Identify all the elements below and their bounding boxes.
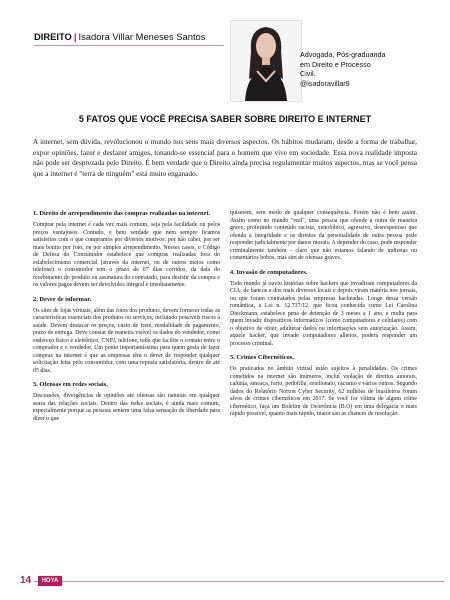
section-3-heading: 3. Ofensas em redes sociais. <box>33 381 108 388</box>
section-5-body: Os praticados no âmbito virtual estão sujeitos à penalidades. Os crimes cometidos na internet são inúmeros, incluí violação de direitos autorais, calúnia, ameaça, furto, pedofilia, estelionato, racismo e vários outros. Segundo dados do Relatório Norton Cyber Security, 62 milhões de brasileiros foram alvos de crimes cibernéticos em 2017. Se você for vítima de algum crime cibernético, faça um Boletim de Ocorrência (B.O) em uma delegacia o mais rápido possível, quanto mais rápido, maior são as chances de resolução. <box>230 366 417 417</box>
author-portrait-image <box>231 21 301 101</box>
section-4-body: Todo mundo já ouviu histórias sobre hackers que invadiram computadores da CIA, de bancos e dos mais diversos locais e depois viram matéria nos jornais, ou que foram contratados pelas empresas hackeadas. Longe dessa versão romântica, a Lei n. 12.737/12, que ficou conhecida como Lei Carolina Dieckmann, estabelece pena de detenção de 3 meses a 1 ano, e multa para quem invadir dispositivos informáticos (como computadores e celulares) com o objetivo de obter, adulterar dados ou informações sem autorização. Assim, aquele hacker, que invade computadores alheios, poderá responder um processo criminal. <box>230 280 417 347</box>
author-photo <box>230 20 302 102</box>
author-name: Isadora Villar Meneses Santos <box>78 31 206 42</box>
section-4-heading: 4. Invasão de computadores. <box>230 268 308 276</box>
header-separator: | <box>73 31 77 42</box>
article-intro: A internet, sem dúvida, revolucionou o mundo nos seus mais diversos aspectos. Os hábitos mudaram, desde a forma de trabalhar, expor opiniões, fazer e desfazer amigos, tonando-se essencial para o homem que vive em sociedade. Essa nova realidade imposta não pode ser desprezada pelo Direito. É bem verdade que o Direito ainda precisa regulamentar muitos aspectos, mas se você pensa que a internet é "terra de ninguém" está muito enganado. <box>33 138 417 178</box>
section-label: DIREITO <box>34 31 72 42</box>
left-column <box>33 210 220 429</box>
section-1-body: Comprar pela internet é cada vez mais comum, seja pela facilidade ou pelos preços vantajosos. Contudo, é bem verdade que nem sempre ficamos satisfeitos com o que compramos por diversos motivos: por não caber, por ser mais bonito por foto, ou por simples arrependimento. Nesses casos, o Código de Defesa do Consumidor estabelece que compras realizadas fora do estabelecimento comercial (através da internet, ou de outros meios como telefone) o consumidor tem o prazo de 07 dias corridos, da data do recebimento do produto ou assinatura do contratado, para desistir da compra e os valores pagos devem ser devolvidos integral e imediatamente. <box>33 222 220 288</box>
section-2-heading: 2. Dever de informar. <box>33 295 92 303</box>
author-title-line-2: em Direito e Processo <box>300 59 371 69</box>
section-header <box>34 31 205 42</box>
author-title-line-1: Advogada, Pós-graduanda <box>300 50 386 59</box>
author-handle: @isadoravillar9 <box>300 78 350 88</box>
section-2-body: Os sites de lojas virtuais, além das fotos dos produtos, devem fornecer todas as características essenciais dos produtos ou serviços, incluindo possíveis riscos à saúde. Devem destacar os preços, custo de frete, modalidade de pagamento, prazo de entrega. Deve constar de maneira visível os dados do vendedor, como endereço físico e eletrônico, CNPJ, telefone, tudo que facilite o contato entre o comprador e o vendedor. Um ponto importantíssimo para quem gosta de fazer compras na internet é que as empresas têm o dever de responder qualquer solicitação feita pelo consumidor, com uma reposta satisfatória, dentro de até 05 dias. <box>33 307 220 374</box>
footer-rule <box>34 581 444 582</box>
header-rule <box>34 45 224 46</box>
author-credentials <box>300 50 410 88</box>
author-title-line-3: Civil. <box>300 69 316 78</box>
article-title: 5 FATOS QUE VOCÊ PRECISA SABER SOBRE DIREITO E INTERNET <box>78 114 372 124</box>
page-number: 14 <box>20 575 32 586</box>
section-3-body: Discussões, divergências de opiniões até ofensas são naturais em qualquer seara das relações sociais. Dentro das redes sociais, é ainda mais comum, especialmente porque as pessoas sentem uma falsa sensação de liberdade para dizer o que <box>33 393 220 422</box>
section-5-heading: 5. Crimes Cibernéticos. <box>230 354 294 361</box>
section-3-continuation: quiserem, sem medo de qualquer consequência. Porém não é bem assim. Assim como no mundo "real", uma pessoa que ofende a outra de maneira grave, proferindo conteúdo racista, xenofóbico, agressivo, desrespeitoso que ofenda a integridade e os direitos da personalidade de outra pessoa pode responder judicialmente por danos morais. A depender do caso, pode responder criminalmente também - claro que não estamos falando de indiretas ou comentários bobos, mas sim de ofensas graves. <box>230 210 417 261</box>
magazine-logo: HOYA <box>38 576 62 586</box>
right-column <box>230 210 417 425</box>
section-1-heading: 1. Direito de arrependimento das compras realizadas na internet. <box>33 210 211 217</box>
